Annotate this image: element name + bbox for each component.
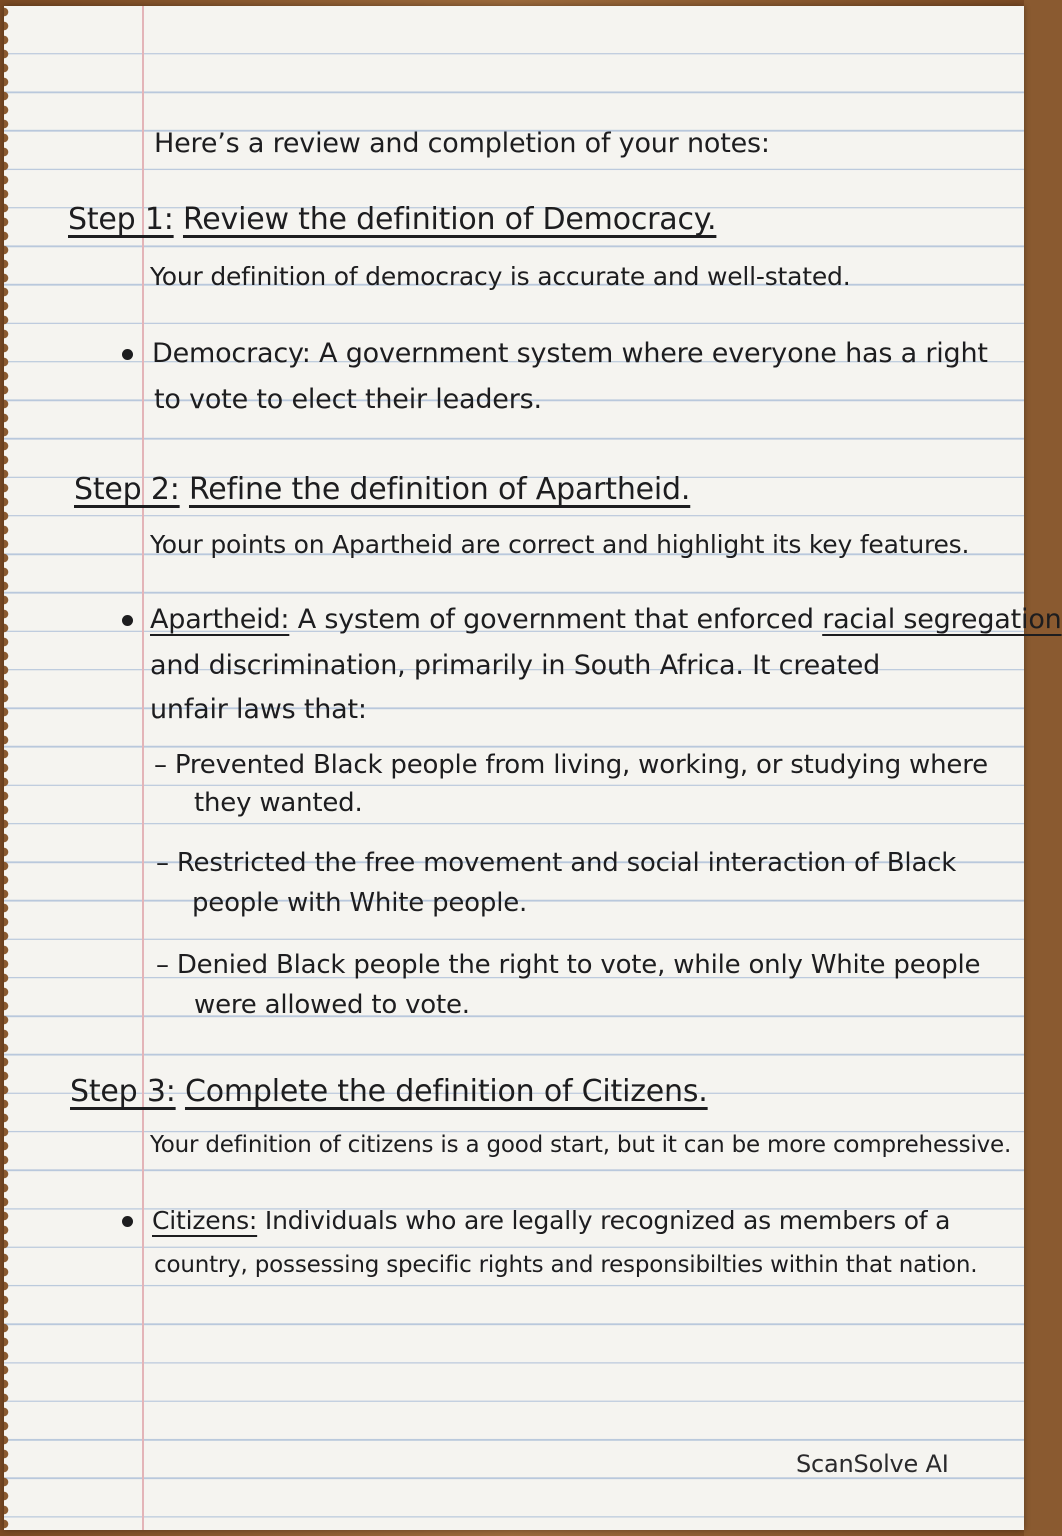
torn-edge [4,6,12,1530]
citizens-line-2: country, possessing specific rights and responsibilties within that nation. [154,1252,978,1278]
apartheid-line-1 [150,604,1062,635]
step-1-heading [68,202,716,237]
step-3-note: Your definition of citizens is a good start, but it can be more comprehessive. [150,1132,1012,1158]
subpoint-2-line-2: people with White people. [192,888,528,918]
citizens-line-1 [152,1206,950,1235]
democracy-term: Democracy: [152,338,311,369]
bullet-icon [122,1216,133,1227]
subpoint-3-line-2: were allowed to vote. [194,990,470,1020]
notebook-page [4,6,1062,1530]
racial-segregation-text: racial segregation [822,604,1062,635]
step-2-title: Refine the definition of Apartheid. [188,472,691,507]
step-2-note: Your points on Apartheid are correct and highlight its key features. [150,530,970,559]
step-3-title: Complete the definition of Citizens. [184,1074,708,1109]
apartheid-term: Apartheid: [150,604,290,635]
subpoint-2-line-1: – Restricted the free movement and social interaction of Black [156,848,957,878]
democracy-line-1 [152,338,988,369]
bullet-icon [122,349,133,360]
democracy-text-1: A government system where everyone has a right [310,338,988,369]
democracy-line-2: to vote to elect their leaders. [154,384,542,415]
bullet-icon [122,615,133,626]
apartheid-line-3: unfair laws that: [150,694,367,725]
step-1-title: Review the definition of Democracy. [182,202,717,237]
step-2-label: Step 2: [74,472,180,507]
step-1-note: Your definition of democracy is accurate and well-stated. [150,262,851,291]
subpoint-1-line-2: they wanted. [194,788,363,818]
citizens-text-1: Individuals who are legally recognized as members of a [257,1206,951,1235]
step-2-heading [74,472,690,507]
citizens-term: Citizens: [152,1206,258,1235]
subpoint-1-line-1: – Prevented Black people from living, working, or studying where [154,750,988,780]
step-1-label: Step 1: [68,202,174,237]
apartheid-line-2: and discrimination, primarily in South Africa. It created [150,650,881,681]
step-3-label: Step 3: [70,1074,176,1109]
step-3-heading [70,1074,708,1109]
intro-text: Here’s a review and completion of your notes: [154,128,770,159]
apartheid-text-1: A system of government that enforced [289,604,823,635]
subpoint-3-line-1: – Denied Black people the right to vote, while only White people [156,950,981,980]
brand-watermark: ScanSolve AI [796,1450,949,1478]
